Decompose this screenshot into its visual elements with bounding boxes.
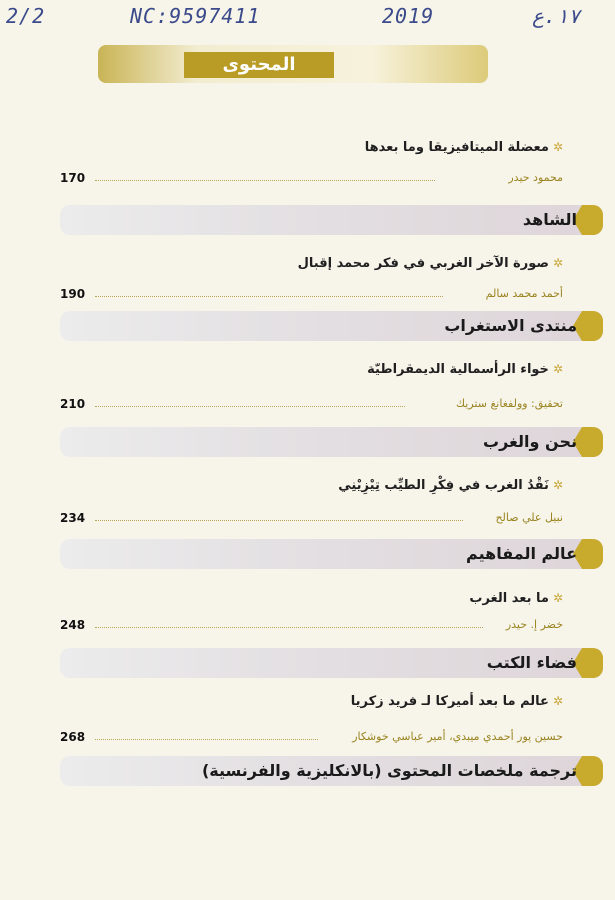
dot-leader [95,180,435,181]
dot-leader [95,627,483,628]
toc-entry-title-4[interactable]: ✲ما بعد الغرب [469,591,563,606]
toc-entry-title-1[interactable]: ✲صورة الآخر الغربي في فكر محمد إقبال [297,256,563,271]
section-tab-icon [573,311,603,341]
author-name: نبيل علي صالح [495,511,563,524]
section-title: ترجمة ملخصات المحتوى (بالانكليزية والفرنسية) [201,761,577,780]
toc-entry-author-row-3 [60,511,563,527]
toc-entry-title-2[interactable]: ✲خواء الرأسمالية الديمقراطيّة [367,362,563,377]
handwritten-page-mark: 2/2 [6,4,46,28]
toc-entry-title-5[interactable]: ✲عالم ما بعد أميركا لـ فريد زكريا [350,694,563,709]
author-name: أحمد محمد سالم [485,287,563,300]
section-tab-icon [573,756,603,786]
dot-leader [95,296,443,297]
page-number: 210 [60,397,86,411]
dot-leader [95,520,463,521]
section-title: الشاهد [522,210,577,229]
page-number: 268 [60,730,86,744]
author-name: حسين پور أحمدي ميبدي، أمير عباسي خوشكار [352,730,563,743]
bullet-icon: ✲ [552,362,563,376]
page-title: المحتوى [184,52,334,78]
dot-leader [95,406,405,407]
toc-entry-author-row-5 [60,730,563,746]
toc-entry-author-row-0 [60,171,563,187]
page-number: 170 [60,171,86,185]
toc-entry-author-row-2 [60,397,563,413]
bullet-icon: ✲ [552,694,563,708]
section-tab-icon [573,539,603,569]
author-name: تحقيق: وولفغانغ ستريك [456,397,563,410]
toc-entry-title-3[interactable]: ✲نَقْدُ الغرب في فِكْرِ الطيِّب تِيْزِيْنِي [338,478,563,493]
section-title: عالم المفاهيم [466,544,577,563]
author-name: خضر إ. حيدر [505,618,563,631]
author-name: محمود حيدر [508,171,563,184]
handwritten-year: 2019 [382,4,435,28]
handwritten-catalog-code: NC:9597411 [130,4,261,28]
bullet-icon: ✲ [552,140,563,154]
section-title: منتدى الاستغراب [444,316,577,335]
section-title: فضاء الكتب [486,653,577,672]
dot-leader [95,739,318,740]
section-tab-icon [573,205,603,235]
section-tab-icon [573,648,603,678]
page-number: 248 [60,618,86,632]
section-header-1 [60,205,603,235]
bullet-icon: ✲ [552,591,563,605]
bullet-icon: ✲ [552,478,563,492]
bullet-icon: ✲ [552,256,563,270]
toc-entry-title-0[interactable]: ✲معضلة الميتافيزيقا وما بعدها [364,140,563,155]
toc-entry-author-row-4 [60,618,563,634]
page-number: 234 [60,511,86,525]
page-number: 190 [60,287,86,301]
section-title: نحن والغرب [482,432,577,451]
toc-entry-author-row-1 [60,287,563,303]
section-tab-icon [573,427,603,457]
handwritten-issue-number: ١٧.ع [532,4,581,28]
